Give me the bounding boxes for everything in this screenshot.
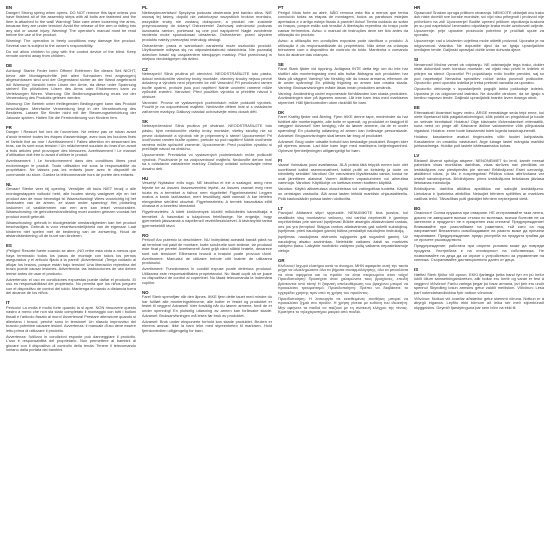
warning-paragraph: Fara! Stark fjäder vid öppning. Avlägsna INTE detta tejp om du inte har slutfört alla monteringssteg med alla bultar åtdragna och produkten har fästs på väggen! Varning! Var försiktig när du lossar armarna, eftersom de är under spänning! En plötslig frigöring av armen kan orsaka skada. Varning: Bruksanvisningen måste läsas innan produkten används. [278,66,408,90]
warning-paragraph: Advarsel: Brug under udsatte forhold kan beskadige produktet. Brugen sker på ejerens ansvar. Lad ikke børn lege med markisens betjeningsenhed. Opbevar fjernbetjeningen utilgængeligt for børn. [278,138,408,153]
warning-paragraph: Varning: Användning under exponerade förhållanden kan skada produkten. Användningen sker på ägarens ansvar. Låt inte barn leka med markisens styrenhet. Håll fjärrkontrollen utom räckhåll för barn. [278,90,408,105]
language-section-no [142,290,272,335]
warning-paragraph: Figyelmeztetés: A kitett körülmények közötti működtetés károsíthatja a terméket. A használat a tulajdonos felelőssége. Ne engedje, hogy gyermekek játsszanak a napellenző vezérlőeszközével. A távirányítót tartsa gyermekektől távol. [142,209,272,228]
warning-paragraph: Опасност! Силна пружина при отваряне. НЕ отстранявайте тази лента, докато не завършите всички стъпки по монтажа, всички болтове не са затегнати и продуктът не е прикрепен към стената! Предупреждение! Внимавайте при разхлабване на рамената, тъй като са под напрежение! Внезапното освобождаване на рамото може да причини нараняване. Предупреждение: преди употреба на продукта трябва да се прочете ръководството. [414,210,544,243]
language-code: SI [414,57,419,63]
language-code: PT [278,5,284,10]
language-code: SK [142,118,149,124]
language-section-fr [6,125,136,179]
language-section-is [414,267,544,312]
language-section-lt [278,206,408,255]
warning-paragraph: Danger! Strong spring when opens. DO NOT remove this tape unless you have finished all of the assembly steps with all bolts are fastened and the item is attached to the wall! Warning! Take care when loosening the arms, because they are under tension! Avoid the release of the arm or falling into any slot or cause injury. Warning! The operator's manual must be read before the use of the product. [6,9,136,38]
text-column-1 [6,5,136,546]
language-code: GR [278,258,285,264]
warning-paragraph: Bīstami! Atverot spēcīga atspere. NENOŅEMIET šo lenti, kamēr neesat pabeidzis visas montāžas darbības, visas skrūves nav pievilktas un izstrādājums nav piestiprināts pie sienas! Brīdinājums! Esiet uzmanīgi, atslābinot rokas, jo tās ir nospriegotas! Pēkšņa rokas atbrīvošana var izraisīt savainojumus. Brīdinājums: pirms izstrādājuma lietošanas jāizlasa lietošanas instrukcija. [414,157,544,186]
warning-paragraph: Nebezpečí! Silná pružina při otevírání. NEODSTRAŇUJTE tuto pásku, dokud nedokončíte všechny kroky montáže, všechny šrouby nejsou pevně dotaženy a výrobek není připevněn ke zdi! Varování! Při povolování ramen buďte opatrní, protože jsou pod napětím! Náhlé uvolnění ramene může způsobit zranění. Varování: Před použitím výrobku si přečtěte návod k obsluze. [142,71,272,99]
language-code: ES [6,243,12,249]
language-section-fi [278,158,408,203]
language-section-it [6,300,136,354]
warning-paragraph: Hoiatus: kasutamine avatud tingimustes võib toodet kahjustada. Kasutamine on omaniku vastutusel. Ärge lubage lastel mängida markiisi juhtseadmega. Hoidke pult lastele kättesaamatus kohas. [414,134,544,149]
warning-paragraph: Warning! The operation in freely conditions may damage the product. Several use is subject to the owner's responsibility. [6,38,136,48]
warning-paragraph: ¡Peligro! Resorte fuerte cuando se abre. ¡NO retire esta cinta a menos que haya terminado todos los pasos de montaje con todos los pernos asegurados y el artículo fijado a la pared! ¡Advertencia! ¡Tenga cuidado al aflojar los brazos, porque están bajo tensión! Una liberación repentina del brazo puede causar lesiones. Advertencia: las instrucciones de uso deben leerse antes de usar el producto. [6,247,136,276]
language-code: HU [142,175,149,181]
warning-paragraph: Do not allow children to play with the control device of the blind. Keep remote control away from children. [6,48,136,59]
language-section-hr [414,5,544,54]
language-code: IS [414,267,419,273]
warning-paragraph: Avertissement ! Le fonctionnement dans des conditions libres peut endommager le produit. Toute utilisation est sous la responsabilité du propriétaire. Ne laissez pas les enfants jouer avec le dispositif de commande du store. Gardez la télécommande hors de portée des enfants. [6,158,136,177]
warning-paragraph: Pericolo! La molla è molto forte quando la si apre. NON rimuovere questo nastro a meno che non sia stato completato il montaggio con tutti i bulloni fissati e l'articolo fissato al muro! Avvertenza! Prestare attenzione quando si allentano i bracci, perché sono in tensione! Un rilascio improvviso del braccio potrebbe causare lesioni. Avvertenza: il manuale d'uso deve essere letto prima di utilizzare il prodotto. [6,304,136,333]
language-section-cz [142,67,272,116]
language-code: DE [6,63,13,69]
warning-paragraph: Hætta! Sterk fjöður við opnun. EKKI fjarlægja þetta band fyrr en þú hefur lokið öllum samsetningarskrefum, allir boltar eru hertir og varan er fest á vegginn! Viðvörun! Farðu varlega þegar þú losar armana, því þeir eru undir spennu! Skyndileg losun armsins getur valdið meiðslum. Viðvörun: Lesa þarf notendahandbókina fyrir notkun vörunnar. [414,271,544,295]
warning-paragraph: Achtung! Starke Feder beim Öffnen! Entfernen Sie dieses Seil NICHT, bevor alle Montageschritte (mit allen Schrauben fest angezogen) abgeschlossen sind und der Gegenstand sicher an der Wand angebracht ist! Warnung! Vorsicht beim Lösen der Arme, da diese unter Spannung stehen! Ein plötzliches Lösen des Arms oder Einklemmen kann zu Verletzungen führen. Warnung: Die Bedienungsanleitung muss vor der Verwendung des Produkts gelesen werden. [6,67,136,101]
warning-paragraph: Niebezpieczeństwo! Sprężyna podczas otwierania jest bardzo silna. NIE usuwaj tej taśmy, dopóki nie zakończysz wszystkich kroków montażu, wszystkie śruby nie zostaną dokręcone, a produkt nie zostanie przymocowany do ściany! Ostrzeżenie! Zachowaj ostrożność podczas luzowania ramion, ponieważ są one pod napięciem! Nagłe zwolnienie ramienia może spowodować obrażenia. Ostrzeżenie: przed użyciem produktu należy przeczytać instrukcję obsługi. [142,9,272,42]
language-code: RO [142,232,149,238]
language-code: CZ [142,66,148,72]
warning-paragraph: Avvertenza: l'utilizzo in condizioni esposte può danneggiare il prodotto. L'uso è responsabilità del proprietario. Non permettere ai bambini di giocare con il dispositivo di controllo della tenda. Tenere il telecomando lontano dalla portata dei bambini. [6,333,136,353]
language-code: BG [414,205,421,211]
warning-paragraph: Fare! Sterk spennfjær når den åpnes. IKKE fjern dette tauet med mindre du har fullført alle monteringstrinnene, alle bolter er festet og produktet er festet til veggen! Advarsel! Vær forsiktig når du løsner armene, fordi de er under spenning! En plutselig utløsning av armen kan forårsake skade. Advarsel: Bruksanvisningen må leses før bruk av produktet. [142,294,272,318]
language-code: PL [142,5,148,10]
language-code: FI [278,157,282,163]
warning-paragraph: Предупреждение: работата при открити условия може да повреди продукта. Употребата е на отговорност на собственика. Не позволявайте на деца да си играят с устройството за управление на сенника. Съхранявайте дистанционното далеч от деца. [414,243,544,263]
language-section-hu [142,176,272,230]
warning-paragraph: Pavojus! Atidarant stipri spyruoklė. NENUIMKITE šios juostos, kol neatlikote visų montavimo veiksmų, visi varžtai nepriveržti ir gaminys nepritvirtintas prie sienos! Įspėjimas! Būkite atsargūs atlaisvindami rankas, nes jos yra įtemptos! Staigus rankos atlaisvinimas gali sukelti sužalojimą. Įspėjimas: prieš naudojant gaminį būtina perskaityti naudojimo instrukciją. [278,210,408,234]
warning-paragraph: Vaara! Voimakas jousi avattaessa. ÄLÄ poista tätä teippiä ennen kuin olet suorittanut kaikki asennusvaiheet, kaikki pultit on kiristetty ja tuote on kiinnitetty seinään! Varoitus! Ole varovainen löysätessäsi varsia, koska ne ovat jännitteen alaisina! Varren äkillinen vapautuminen voi aiheuttaa vammoja. Varoitus: Käyttöohje on luettava ennen tuotteen käyttöä. [278,162,408,186]
warning-paragraph: Brīdinājums: darbība atklātos apstākļos var sabojāt izstrādājumu. Lietošana ir īpašnieka atbildība. Neļaujiet bērniem spēlēties ar markīzes vadības ierīci. Tālvadības pulti glabājiet bērniem nepieejamā vietā. [414,186,544,201]
warning-paragraph: Ostrzeżenie: praca w warunkach narażenia może uszkodzić produkt. Użytkowanie odbywa się na odpowiedzialność właściciela. Nie pozwalaj dzieciom bawić się urządzeniem sterującym markizy. Pilot przechowuj w miejscu niedostępnym dla dzieci. [142,42,272,62]
warning-paragraph: Προειδοποίηση: Η λειτουργία σε εκτεθειμένες συνθήκες μπορεί να προκαλέσει ζημιά στο προϊόν. Η χρήση γίνεται με ευθύνη του ιδιοκτήτη. Μην αφήνετε τα παιδιά να παίζουν με τη συσκευή ελέγχου της τέντας. Κρατήστε το τηλεχειριστήριο μακριά από παιδιά. [278,295,408,315]
warning-paragraph: Opasnost! Snažan opruga prilikom otvaranja. NEMOJTE uklanjati ovu traku dok niste dovršili sve korake montaže, svi vijci nisu pritegnuti i proizvod nije pričvršćen na zid! Upozorenje! Budite oprezni prilikom otpuštanja krakova jer su pod napetošću! Iznenadno otpuštanje kraka može uzrokovati ozljede. Upozorenje: prije uporabe proizvoda potrebno je pročitati upute za uporabu. [414,9,544,38]
language-section-es [6,243,136,297]
warning-paragraph: Varoitus: Käyttö altistetuissa olosuhteissa voi vahingoittaa tuotetta. Käyttö on omistajan vastuulla. Älä anna lasten leikkiä markiisin ohjauslaitteella. Pidä kaukosäädin poissa lasten ulottuvilta. [278,186,408,201]
text-column-3 [278,5,408,546]
language-code: DK [278,109,285,115]
warning-paragraph: Veszély! Nyitáskor erős rugó. NE távolítsa el ezt a szalagot, amíg nem fejezte be az összes összeszerelési lépést, az összes csavart meg nem húzta és a terméket a falhoz nem rögzítette! Figyelmeztetés! Legyen óvatos a karok lazításakor, mert feszültség alatt vannak! A kar hirtelen elengedése sérülést okozhat. Figyelmeztetés: A termék használata előtt olvassa el a kezelési útmutatót. [142,180,272,209]
language-section-pt [278,5,408,59]
language-section-nl [6,182,136,241]
warning-paragraph: Upozorenje: rad u izloženim uvjetima može oštetiti proizvod. Uporaba je na odgovornost vlasnika. Ne dopustite djeci da se igraju upravljačkim uređajem tende. Daljinski upravljač držite izvan dohvata djece. [414,38,544,53]
language-code: EE [414,105,420,111]
language-section-se [278,62,408,107]
language-section-pl [142,5,272,64]
warning-paragraph: Waarschuwing: gebruik in blootgestelde omstandigheden kan het product beschadigen. Gebruik is voor verantwoordelijkheid van de eigenaar. Laat kinderen niet spelen met de bediening van de zonwering. Houd de afstandsbediening uit de buurt van kinderen. [6,219,136,239]
warning-paragraph: Κίνδυνος! Ισχυρό ελατήριο κατά το άνοιγμα. ΜΗΝ αφαιρείτε αυτή την ταινία μέχρι να ολοκληρώσετε όλα τα βήματα συναρμολόγησης, όλα τα μπουλόνια να είναι σφιγμένα και το προϊόν να είναι στερεωμένο στον τοίχο! Προειδοποίηση! Προσέχετε όταν χαλαρώνετε τους βραχίονες, επειδή βρίσκονται υπό τάση! Η ξαφνική απελευθέρωση του βραχίονα μπορεί να προκαλέσει τραυματισμό. Προειδοποίηση: Πρέπει να διαβάσετε το εγχειρίδιο χρήσης πριν από τη χρήση του προϊόντος. [278,262,408,295]
language-code: LT [278,205,284,211]
warning-paragraph: Aviso: a utilização em condições expostas pode danificar o produto. A utilização é da responsabilidade do proprietário. Não deixe as crianças brincarem com o dispositivo de controlo do toldo. Mantenha o comando fora do alcance das crianças. [278,38,408,57]
warning-paragraph: Upozornenie: Prevádzka vo vystavených podmienkach môže poškodiť výrobok. Používanie je na zodpovednosť majiteľa. Nedovoľte deťom hrať sa s ovládacím zariadením markízy. Diaľkový ovládač uchovávajte mimo dosahu detí. [142,152,272,171]
language-code: NO [142,289,149,295]
warning-paragraph: Gevaar! Sterke veer bij opening. Verwijder dit touw NIET tenzij u alle montagestappen voltooid hebt, alle bouten stevig vastgezet zijn en het product aan de muur bevestigd is! Waarschuwing! Wees voorzichtig bij het losdraaien van de armen, ze staan onder spanning! Het plotseling loskomen of vastklemmen van een arm kan letsel veroorzaken. Waarschuwing: de gebruikershandleiding moet worden gelezen voordat het product wordt gebruikt. [6,186,136,219]
language-section-bg [414,206,544,265]
language-code: SE [278,61,284,67]
language-section-gr [278,258,408,317]
language-code: LV [414,153,420,159]
language-section-ee [414,105,544,150]
language-section-en [6,5,136,60]
warning-paragraph: Warnung: Der Betrieb unter freiliegenden Bedingungen kann das Produkt beschädigen. Mehrfache Verwendung liegt in der Verantwortung des Besitzers. Lassen Sie Kinder nicht mit der Steuerungseinrichtung der Jalousie spielen. Halten Sie die Fernbedienung von Kindern fern. [6,101,136,120]
warning-paragraph: Nevarnost! Močna vzmet ob odpiranju. NE odstranjujte tega traku, dokler niste dokončali vseh korakov montaže, vsi vijaki niso priviti in izdelek ni pritrjen na steno! Opozorilo! Pri popuščanju ročic bodite previdni, saj so pod napetostjo! Nenadna sprostitev ročice lahko povzroči poškodbe. Opozorilo: pred uporabo izdelka je treba prebrati navodila za uporabo. [414,61,544,86]
warning-paragraph: Avertisment: Funcționarea în condiții expuse poate deteriora produsul. Utilizarea este responsabilitatea proprietarului. Nu lăsați copiii să se joace cu dispozitivul de control al copertinei. Nu lăsați telecomanda la îndemâna copiilor. [142,266,272,285]
warning-paragraph: Advarsel: Bruk under eksponerte forhold kan skade produktet. Bruken er eierens ansvar. Ikke la barn leke med styreenheten til markisen. Hold fjernkontrollen utilgjengelig for barn. [142,318,272,333]
warning-paragraph: Danger ! Ressort fort lors de l'ouverture. Ne retirez pas ce ruban avant d'avoir terminé toutes les étapes d'assemblage, avec tous les boulons fixés et l'article fixé au mur ! Avertissement ! Faites attention en desserrant les bras, car ils sont sous tension ! Un relâchement soudain du bras d'un avant à trois articles peut provoquer des blessures. Avertissement ! Le manuel d'utilisation doit être lu avant d'utiliser le produit. [6,129,136,158]
language-code: EN [6,5,13,10]
warning-paragraph: Perigo! Mola forte ao abrir. NÃO remova esta fita a menos que tenha concluído todas as etapas de montagem, todos os parafusos estejam apertados e o artigo esteja fixado à parede! Aviso! Tenha cuidado ao soltar os braços, porque estão sob tensão! A libertação repentina do braço pode causar ferimentos. Aviso: o manual de instruções deve ser lido antes da utilização do produto. [278,9,408,38]
language-section-lv [414,153,544,202]
language-section-sk [142,119,272,173]
language-code: FR [6,124,12,130]
warning-paragraph: Įspėjimas: naudojimas atviromis sąlygomis gali sugadinti gaminį. Už naudojimą atsako savininkas. Neleiskite vaikams žaisti su markizės valdymo įtaisu. Laikykite nuotolinio valdymo pultą vaikams nepasiekiamoje vietoje. [278,234,408,253]
warning-paragraph: Varování: Provoz ve vystavených podmínkách může poškodit výrobek. Použití je na odpovědnost majitele. Nedovolte dětem hrát si s ovládacím zařízením markýzy. Dálkový ovladač uchovávejte mimo dosah dětí. [142,99,272,114]
language-section-dk [278,110,408,155]
warning-paragraph: Ettevaatust! Avamisel tugev vedru. ÄRGE eemaldage seda teipi enne, kui olete lõpetanud kõik paigaldustoimingud, kõik poldid on pingutatud ja toode on seinale kinnitatud! Hoiatus! Olge käsivarte lõdvendamisel ettevaatlik, kuna need on pinge all! Käsivarre äkiline vabanemine võib põhjustada vigastusi. Hoiatus: enne toote kasutamist tuleb lugeda kasutusjuhendit. [414,109,544,133]
text-column-2 [142,5,272,546]
warning-paragraph: Pericol! Arc puternic la deschidere. NU îndepărtați această bandă până nu ați terminat toți pașii de montare, toate șuruburile sunt strânse, iar produsul este fixat pe perete! Avertisment! Aveți grijă când slăbiți brațele, deoarece sunt sub tensiune! Eliberarea bruscă a brațului poate provoca răniri. Avertisment: Manualul de utilizare trebuie citit înainte de utilizarea produsului. [142,237,272,266]
language-section-ro [142,233,272,287]
language-code: NL [6,181,12,187]
warning-paragraph: Fare! Kraftig fjeder ved åbning. Fjern IKKE denne tape, medmindre du har fuldført alle monteringstrin, alle bolte er spændt, og produktet er fastgjort til væggen! Advarsel! Vær forsigtig, når du løsner armene, da de er under spænding! En pludselig udløsning af armen kan forårsage personskade. Advarsel: Brugsanvisningen skal læses før brug af produktet. [278,114,408,138]
warning-paragraph: Opozorilo: delovanje v izpostavljenih pogojih lahko poškoduje izdelek. Uporaba je na odgovornost lastnika. Ne dovolite otrokom, da se igrajo s krmilno napravo tende. Daljinski upravljalnik hranite izven dosega otrok. [414,86,544,101]
language-code: HR [414,5,421,10]
warning-paragraph: Viðvörun: Notkun við óvarðar aðstæður getur skemmt vöruna. Notkun er á ábyrgð eiganda. Leyfðu ekki börnum að leika sér með stjórnbúnað skyggnisins. Geymið fjarstýringuna þar sem börn ná ekki til. [414,295,544,310]
warning-paragraph: Advertencia: el uso en condiciones expuestas puede dañar el producto. El uso es responsabilidad del propietario. No permita que los niños jueguen con el dispositivo de control del toldo. Mantenga el mando a distancia fuera del alcance de los niños. [6,276,136,296]
language-section-de [6,63,136,122]
warning-paragraph: Nebezpečenstvo! Silná pružina pri otváraní. NEODSTRAŇUJTE túto pásku, kým nedokončíte všetky kroky montáže, všetky skrutky nie sú pevne dotiahnuté a výrobok nie je pripevnený k stene! Upozornenie! Pri uvoľňovaní ramien buďte opatrní, pretože sú pod napätím! Náhle uvoľnenie ramena môže spôsobiť zranenie. Upozornenie: Pred použitím výrobku si prečítajte návod na obsluhu. [142,123,272,152]
text-column-4 [414,5,544,546]
language-section-si [414,57,544,102]
language-code: IT [6,300,10,306]
